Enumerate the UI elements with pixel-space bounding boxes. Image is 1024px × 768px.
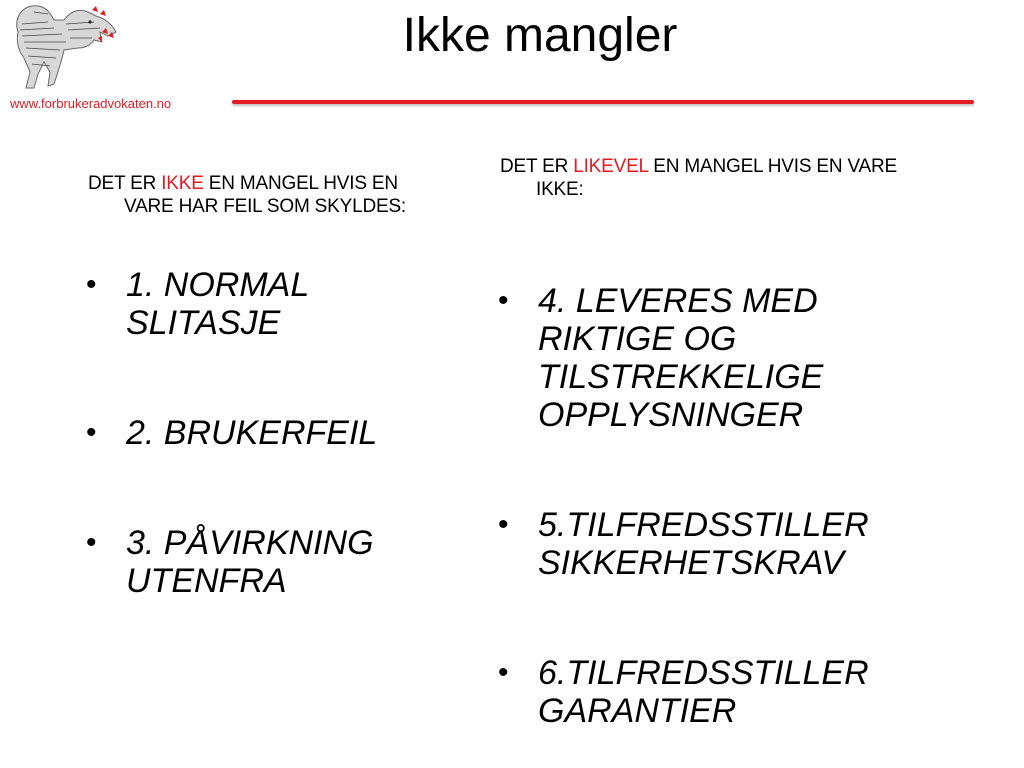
right-heading-part1: DET ER bbox=[500, 156, 574, 177]
red-divider bbox=[232, 100, 974, 104]
bullet-icon: • bbox=[498, 508, 509, 541]
list-item bbox=[86, 266, 466, 342]
left-heading-highlight: IKKE bbox=[161, 173, 204, 194]
dog-logo-icon bbox=[4, 2, 120, 94]
right-heading-line1 bbox=[500, 155, 990, 178]
list-item-line: 5.TILFREDSSTILLER bbox=[538, 506, 869, 544]
list-item bbox=[86, 524, 466, 600]
list-item-line: 4. LEVERES MED bbox=[538, 282, 818, 320]
list-item-line: 1. NORMAL bbox=[126, 266, 310, 304]
bullet-icon: • bbox=[498, 656, 509, 689]
list-item-line: OPPLYSNINGER bbox=[538, 396, 804, 434]
list-item-line: GARANTIER bbox=[538, 692, 737, 730]
bullet-icon: • bbox=[86, 268, 97, 301]
left-heading-part2: EN MANGEL HVIS EN bbox=[203, 173, 398, 194]
list-item-line: SIKKERHETSKRAV bbox=[538, 544, 845, 582]
bullet-icon: • bbox=[86, 526, 97, 559]
bullet-icon: • bbox=[498, 284, 509, 317]
right-heading-line2: IKKE: bbox=[536, 179, 584, 200]
list-item-line: SLITASJE bbox=[126, 304, 281, 342]
list-item-line: 2. BRUKERFEIL bbox=[126, 414, 378, 452]
list-item bbox=[86, 414, 466, 452]
list-item-line: 3. PÅVIRKNING bbox=[126, 524, 374, 562]
list-item-line: RIKTIGE OG bbox=[538, 320, 737, 358]
website-url[interactable]: www.forbrukeradvokaten.no bbox=[10, 96, 172, 111]
bullet-icon: • bbox=[86, 416, 97, 449]
right-heading-highlight: LIKEVEL bbox=[573, 156, 649, 177]
left-heading-part1: DET ER bbox=[88, 173, 162, 194]
list-item bbox=[498, 506, 998, 582]
list-item-line: UTENFRA bbox=[126, 562, 287, 600]
right-heading-part2: EN MANGEL HVIS EN VARE bbox=[648, 156, 898, 177]
list-item bbox=[498, 654, 998, 730]
left-bullet-list bbox=[86, 266, 466, 600]
right-column-heading bbox=[500, 155, 990, 201]
list-item-line: 6.TILFREDSSTILLER bbox=[538, 654, 869, 692]
left-heading-line2: VARE HAR FEIL SOM SKYLDES: bbox=[124, 196, 406, 217]
right-bullet-list bbox=[498, 282, 998, 730]
left-column-heading bbox=[88, 172, 488, 218]
list-item bbox=[498, 282, 998, 434]
left-heading-line1 bbox=[88, 172, 488, 195]
slide-title: Ikke mangler bbox=[402, 9, 678, 62]
list-item-line: TILSTREKKELIGE bbox=[538, 358, 824, 396]
